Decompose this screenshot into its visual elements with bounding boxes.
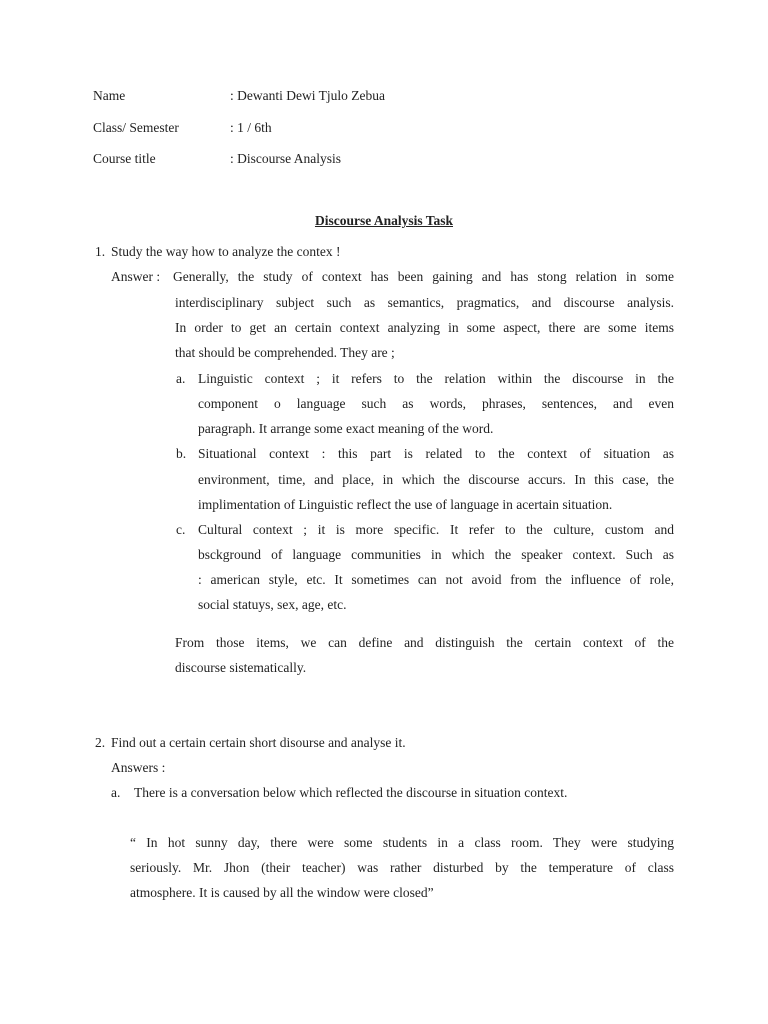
class-semester-label: Class/ Semester	[93, 120, 179, 135]
answer-line: Generally, the study of context has been gaining and has stong relation in some	[173, 269, 674, 284]
quote-line: atmosphere. It is caused by all the window were closed”	[130, 885, 434, 900]
name-label: Name	[93, 88, 126, 103]
list-item-line: Linguistic context ; it refers to the relation within the discourse in the	[198, 371, 674, 386]
list-item-line: : american style, etc. It sometimes can not avoid from the influence of role,	[198, 572, 674, 587]
list-item-line: Cultural context ; it is more specific. It refer to the culture, custom and	[198, 522, 674, 537]
course-title-label: Course title	[93, 151, 156, 166]
class-semester-value: : 1 / 6th	[230, 120, 272, 135]
question-1-number: 1.	[95, 244, 106, 259]
quote-line: “ In hot sunny day, there were some students in a class room. They were studying	[130, 835, 674, 850]
list-item-marker: b.	[176, 446, 187, 461]
conclusion-line: From those items, we can define and distinguish the certain context of the	[175, 635, 674, 650]
conclusion-line: discourse sistematically.	[175, 660, 307, 675]
name-value: : Dewanti Dewi Tjulo Zebua	[230, 88, 385, 103]
list-item-line: social statuys, sex, age, etc.	[198, 597, 347, 612]
list-item-line: implimentation of Linguistic reflect the use of language in acertain situation.	[198, 497, 613, 512]
answer-line: interdisciplinary subject such as semantics, pragmatics, and discourse analysis.	[175, 295, 674, 310]
list-item-line: component o language such as words, phrases, sentences, and even	[198, 396, 674, 411]
answer-label: Answer :	[111, 269, 161, 284]
course-title-value: : Discourse Analysis	[230, 151, 341, 166]
answers-label: Answers :	[111, 760, 166, 775]
question-1-text: Study the way how to analyze the contex !	[111, 244, 341, 259]
list-item-text: There is a conversation below which reflected the discourse in situation context.	[134, 785, 568, 800]
list-item-line: paragraph. It arrange some exact meaning of the word.	[198, 421, 494, 436]
answer-line: In order to get an certain context analyzing in some aspect, there are some items	[175, 320, 674, 335]
quote-line: seriously. Mr. Jhon (their teacher) was rather disturbed by the temperature of class	[130, 860, 674, 875]
list-item-marker: a.	[176, 371, 186, 386]
list-item-line: bsckground of language communities in which the speaker context. Such as	[198, 547, 674, 562]
question-2-text: Find out a certain certain short disourse and analyse it.	[111, 735, 406, 750]
answer-line: that should be comprehended. They are ;	[175, 345, 395, 360]
list-item-line: environment, time, and place, in which the discourse accurs. In this case, the	[198, 472, 674, 487]
list-item-marker: a.	[111, 785, 121, 800]
list-item-marker: c.	[176, 522, 186, 537]
document-title: Discourse Analysis Task	[314, 213, 454, 228]
question-2-number: 2.	[95, 735, 106, 750]
list-item-line: Situational context : this part is related to the context of situation as	[198, 446, 674, 461]
